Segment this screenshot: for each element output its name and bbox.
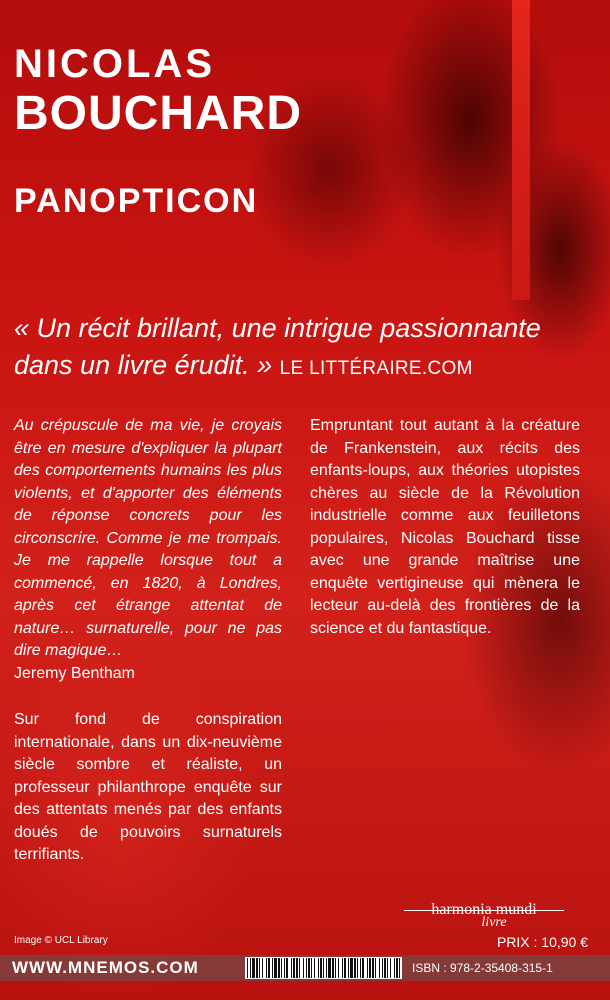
excerpt-text: Au crépuscule de ma vie, je croyais être en mesure d'expliquer la plupart des comportements humains les plus violents, et d'apporter des éléments de réponse concrets pour les circonscrire. Comme je me trompais. Je me rappelle lorsque tout a commencé, en 1820, à Londres, après cet étrange attentat de nature… surnaturelle, pour ne pas dire magique…	[14, 417, 282, 659]
isbn: ISBN : 978-2-35408-315-1	[412, 961, 553, 975]
publisher-website: WWW.MNEMOS.COM	[12, 958, 199, 977]
image-credit: Image © UCL Library	[14, 935, 108, 946]
quote-text: « Un récit brillant, une intrigue passionnante dans un livre érudit. »	[14, 313, 541, 380]
excerpt-signature: Jeremy Bentham	[14, 664, 135, 682]
price: PRIX : 10,90 €	[496, 934, 588, 950]
summary-paragraph-2: Empruntant tout autant à la créature de Frankenstein, aux récits des enfants-loups, aux théories utopistes chères au siècle de la Révolution industrielle comme aux feuilletons populaires, Nicolas Bouchard tisse avec une grande maîtrise une enquête vertigineuse qui mènera le lecteur au-delà des frontières de la science et du fantastique.	[310, 417, 580, 637]
barcode	[245, 957, 402, 979]
quote-source: LE LITTÉRAIRE.COM	[279, 358, 473, 379]
summary-paragraph-1: Sur fond de conspiration internationale, dans un dix-neuvième siècle sombre et réaliste, un professeur philanthrope enquête sur des attentats menés par des enfants doués de pouvoirs surnaturels terrifiants.	[14, 711, 282, 863]
excerpt-paragraph	[14, 415, 282, 685]
text-column-left	[14, 415, 282, 891]
author-first-name: NICOLAS	[14, 42, 215, 86]
publisher-name: harmonia mundi	[431, 901, 537, 918]
press-quote	[14, 310, 604, 387]
text-column-right	[310, 415, 580, 664]
book-title: PANOPTICON	[14, 182, 259, 220]
publisher-logo	[404, 900, 564, 930]
author-last-name: BOUCHARD	[14, 87, 302, 140]
background-stripe	[512, 0, 530, 300]
publisher-sub: livre	[481, 915, 507, 930]
